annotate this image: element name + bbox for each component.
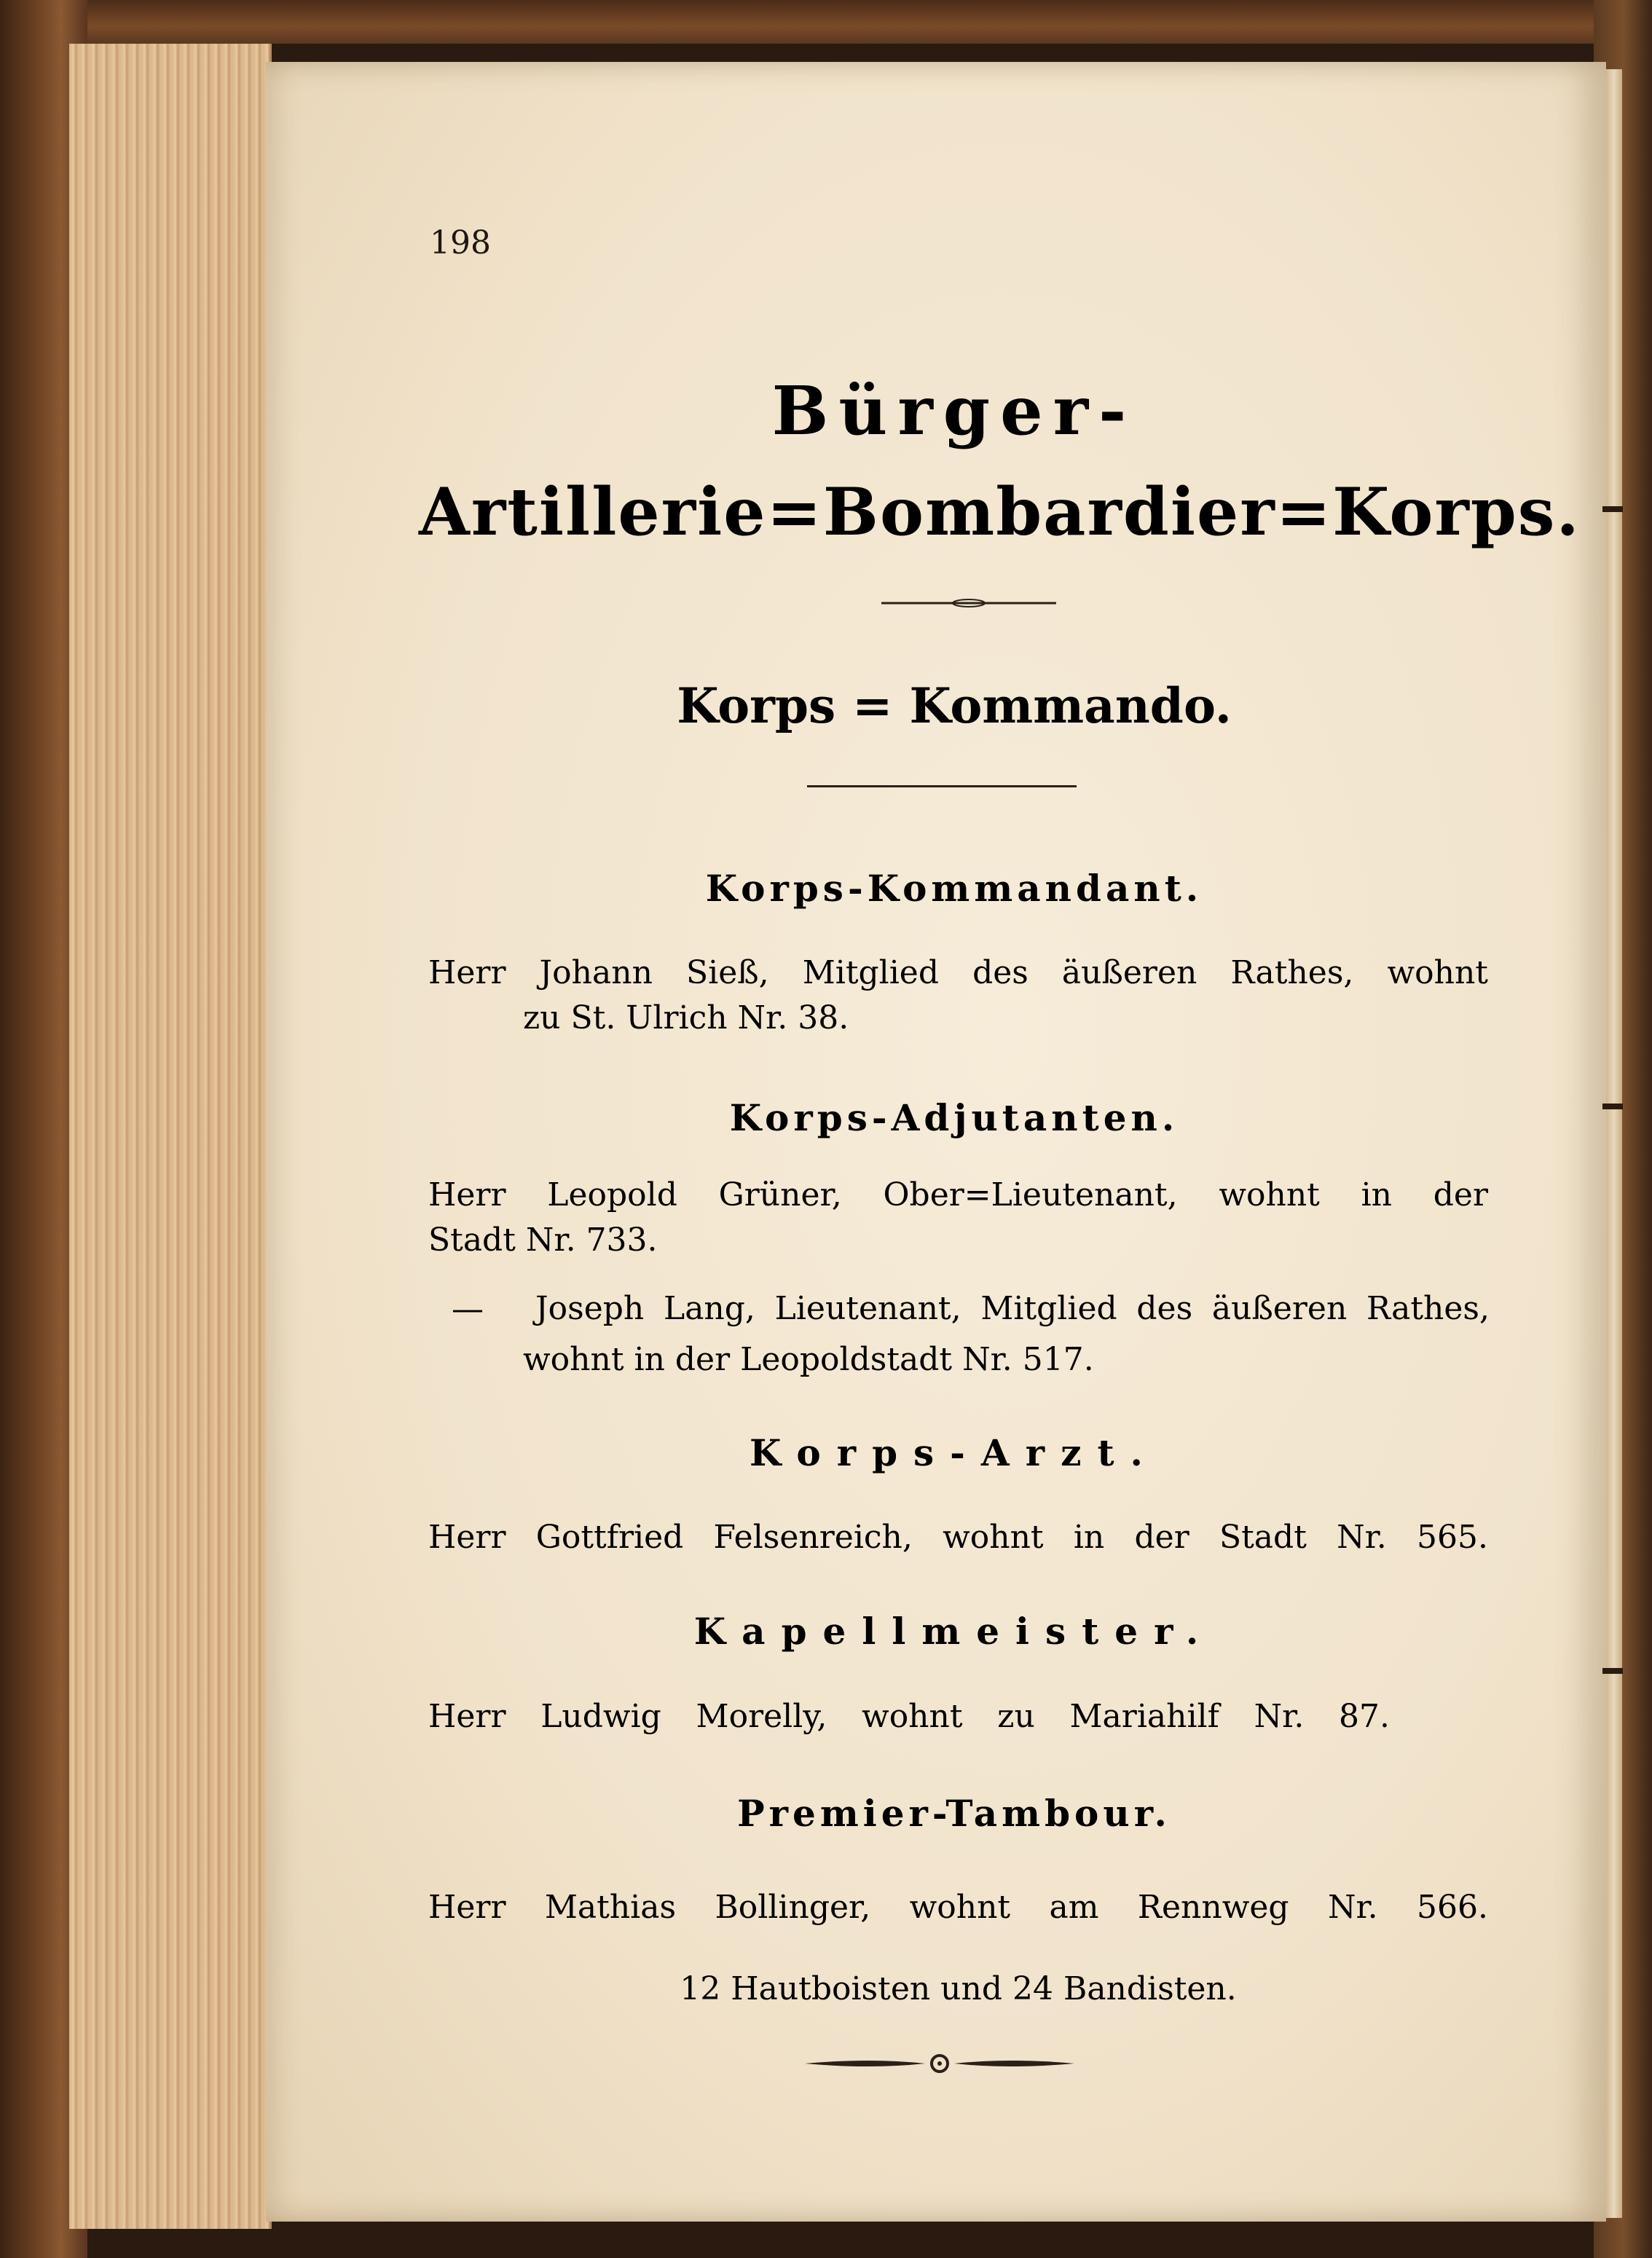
section-heading: Korps-Arzt. xyxy=(750,1431,1159,1474)
footer-line xyxy=(428,1967,1488,2012)
entry-line: Joseph Lang, Lieutenant, Mitglied des äußeren Rathes, xyxy=(535,1290,1490,1327)
list-entry xyxy=(523,1337,1488,1382)
ornamental-rule xyxy=(881,596,1056,610)
page-marker xyxy=(1602,1668,1623,1674)
entry-line: Herr Mathias Bollinger, wohnt am Rennweg Nr. 566. xyxy=(428,1889,1488,1926)
divider xyxy=(807,785,1077,787)
list-entry xyxy=(428,1694,1390,1739)
page-title-line-1: Bürger- xyxy=(771,371,1137,450)
page-marker xyxy=(1602,1104,1623,1109)
list-entry xyxy=(428,1515,1488,1560)
section-title: Korps = Kommando. xyxy=(677,677,1232,734)
page-edges xyxy=(69,44,272,2229)
list-entry xyxy=(428,1885,1488,1930)
entry-line: Herr Leopold Grüner, Ober=Lieutenant, wohnt in der xyxy=(428,1176,1488,1213)
entry-line: wohnt in der Leopoldstadt Nr. 517. xyxy=(523,1341,1094,1378)
list-entry xyxy=(428,1173,1488,1263)
repeat-dash: — xyxy=(452,1291,484,1328)
entry-line: Stadt Nr. 733. xyxy=(428,1222,658,1259)
entry-line: zu St. Ulrich Nr. 38. xyxy=(523,999,849,1036)
list-entry xyxy=(535,1286,1490,1331)
section-heading: Korps-Adjutanten. xyxy=(729,1096,1179,1139)
section-heading: Kapellmeister. xyxy=(693,1610,1215,1653)
list-entry xyxy=(428,951,1488,1041)
book-cover-top xyxy=(0,0,1652,44)
entry-line: Herr Ludwig Morelly, wohnt zu Mariahilf Nr. 87. xyxy=(428,1698,1390,1735)
page-title-line-2: Artillerie=Bombardier=Korps. xyxy=(419,473,1581,551)
entry-line: Herr Johann Sieß, Mitglied des äußeren Rathes, wohnt xyxy=(428,954,1488,991)
ornamental-tailpiece xyxy=(805,2050,1074,2077)
section-heading: Korps-Kommandant. xyxy=(705,867,1203,910)
footer-text: 12 Hautboisten und 24 Bandisten. xyxy=(680,1970,1237,2007)
page-number: 198 xyxy=(430,224,491,261)
entry-line: Herr Gottfried Felsenreich, wohnt in der Stadt Nr. 565. xyxy=(428,1519,1488,1556)
page-gutter xyxy=(1606,69,1622,2218)
page-marker xyxy=(1602,506,1623,512)
section-heading: Premier-Tambour. xyxy=(737,1792,1171,1835)
